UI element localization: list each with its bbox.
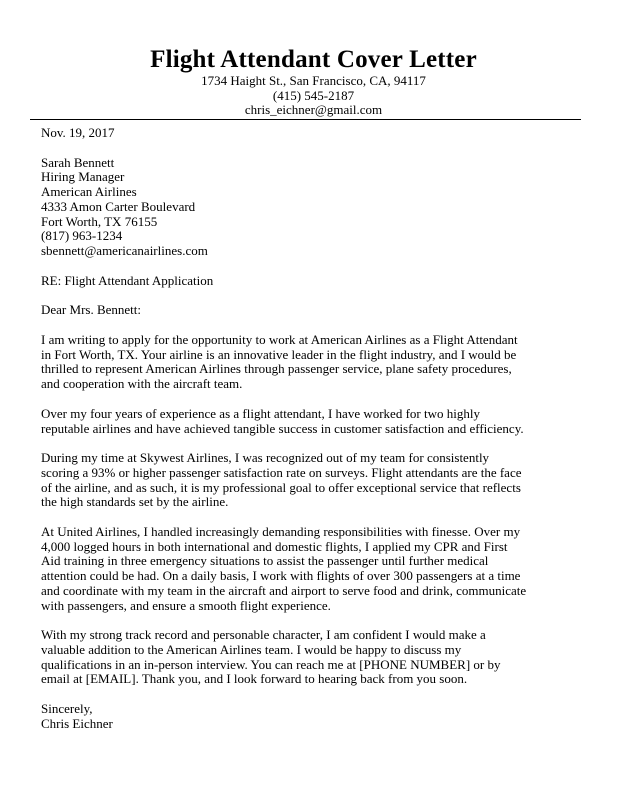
signature-name: Chris Eichner — [41, 715, 113, 731]
subject-line: RE: Flight Attendant Application — [41, 272, 214, 288]
body-paragraph: Over my four years of experience as a flight attendant, I have worked for two highly reputable airlines and have achieved tangible success in customer satisfaction and efficiency. — [41, 405, 524, 436]
recipient-name: Sarah Bennett — [41, 154, 115, 170]
letter-body — [41, 126, 601, 732]
salutation: Dear Mrs. Bennett: — [41, 302, 142, 318]
body-paragraph: At United Airlines, I handled increasingly demanding responsibilities with finesse. Over my 4,000 logged hours in both international and domestic flights, I applied my CPR and First Aid training in three emergency situations to assist the passenger until further medical attention could be had. On a daily basis, I work with flights of over 300 passengers at a time and coordinate with my team in the aircraft and airport to serve food and drink, communicate with passengers, and ensure a smooth flight experience. — [41, 524, 527, 613]
letter-date: Nov. 19, 2017 — [41, 125, 115, 140]
recipient-block — [41, 156, 601, 259]
recipient-city: Fort Worth, TX 76155 — [41, 213, 158, 229]
header-divider — [30, 119, 581, 120]
recipient-email: sbennett@americanairlines.com — [41, 242, 208, 258]
sender-address: 1734 Haight St., San Francisco, CA, 94117 — [201, 73, 426, 88]
letter-header — [0, 46, 627, 118]
body-paragraph: With my strong track record and personable character, I am confident I would make a valuable addition to the American Airlines team. I would be happy to discuss my qualifications in an in-person interview. You can reach me at [PHONE NUMBER] or by email at [EMAIL]. Thank you, and I look forward to hearing back from you soon. — [41, 627, 501, 687]
recipient-phone: (817) 963-1234 — [41, 228, 123, 244]
letter-title: Flight Attendant Cover Letter — [150, 46, 477, 73]
body-paragraph: I am writing to apply for the opportunity to work at American Airlines as a Flight Attendant in Fort Worth, TX. Your airline is an innovative leader in the flight industry, and I would be thrilled to represent American Airlines through passenger service, plane safety procedures, and cooperation with the aircraft team. — [41, 332, 518, 392]
recipient-street: 4333 Amon Carter Boulevard — [41, 198, 196, 214]
sender-phone: (415) 545-2187 — [272, 87, 355, 103]
recipient-title: Hiring Manager — [41, 169, 125, 185]
closing: Sincerely, — [41, 701, 93, 717]
recipient-company: American Airlines — [41, 184, 137, 200]
sender-email: chris_eichner@gmail.com — [244, 102, 383, 117]
body-paragraph: During my time at Skywest Airlines, I was recognized out of my team for consistently scoring a 93% or higher passenger satisfaction rate on surveys. Flight attendants are the face of the airline, and as such, it is my professional goal to offer exceptional service that reflects the high standards set by the airline. — [41, 450, 522, 510]
